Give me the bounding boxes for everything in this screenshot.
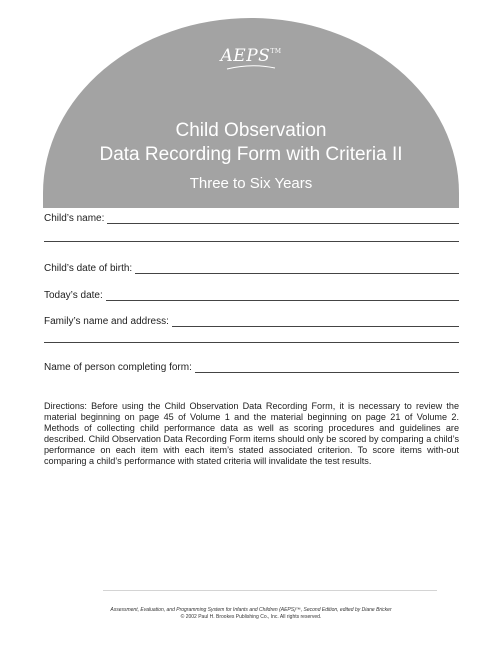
footer-copyright: © 2002 Paul H. Brookes Publishing Co., Inc. All rights reserved. xyxy=(180,614,322,620)
childs-name-label: Child’s name: xyxy=(44,213,105,224)
form-subtitle: Three to Six Years xyxy=(189,175,313,192)
family-name-address-line[interactable] xyxy=(172,316,459,327)
date-of-birth-line[interactable] xyxy=(135,263,459,274)
logo-trademark: TM xyxy=(270,48,282,55)
childs-name-line[interactable] xyxy=(107,213,459,224)
person-completing-label: Name of person completing form: xyxy=(44,362,192,373)
todays-date-line[interactable] xyxy=(106,290,459,301)
date-of-birth-label: Child’s date of birth: xyxy=(44,263,133,274)
footer-citation: Assessment, Evaluation, and Programming System for Infants and Children (AEPS)™, Second Edition, edited by Diane Bricker xyxy=(110,607,392,613)
footer-divider xyxy=(103,590,437,591)
person-completing-line[interactable] xyxy=(195,362,459,373)
form-title-line2: Data Recording Form with Criteria II xyxy=(99,144,403,165)
family-name-address-label: Family’s name and address: xyxy=(44,316,169,327)
directions-text: Directions: Before using the Child Observation Data Recording Form, it is necessary to review the material beginning on page 45 of Volume 1 and the material beginning on page 21 of Volume 2. Methods of collecting child performance data as well as scoring procedures and guidelines are described. Child Observation Data Recording Form items should only be scored by comparing a child’s performance on each item with each item’s stated associated criterion. To score items with-out comparing a child’s performance with stated criteria will invalidate the test results. xyxy=(44,401,459,466)
date-of-birth-field[interactable] xyxy=(44,260,459,274)
family-name-address-field[interactable] xyxy=(44,313,459,327)
childs-name-extra-line[interactable] xyxy=(44,241,459,242)
todays-date-label: Today’s date: xyxy=(44,290,103,301)
todays-date-field[interactable] xyxy=(44,287,459,301)
logo-swoosh-icon xyxy=(225,63,277,71)
family-address-extra-line[interactable] xyxy=(44,342,459,343)
logo-text: AEPS xyxy=(220,46,271,66)
person-completing-field[interactable] xyxy=(44,359,459,373)
header-dome xyxy=(43,18,459,208)
childs-name-field[interactable] xyxy=(44,210,459,224)
form-title-line1: Child Observation xyxy=(175,120,327,141)
